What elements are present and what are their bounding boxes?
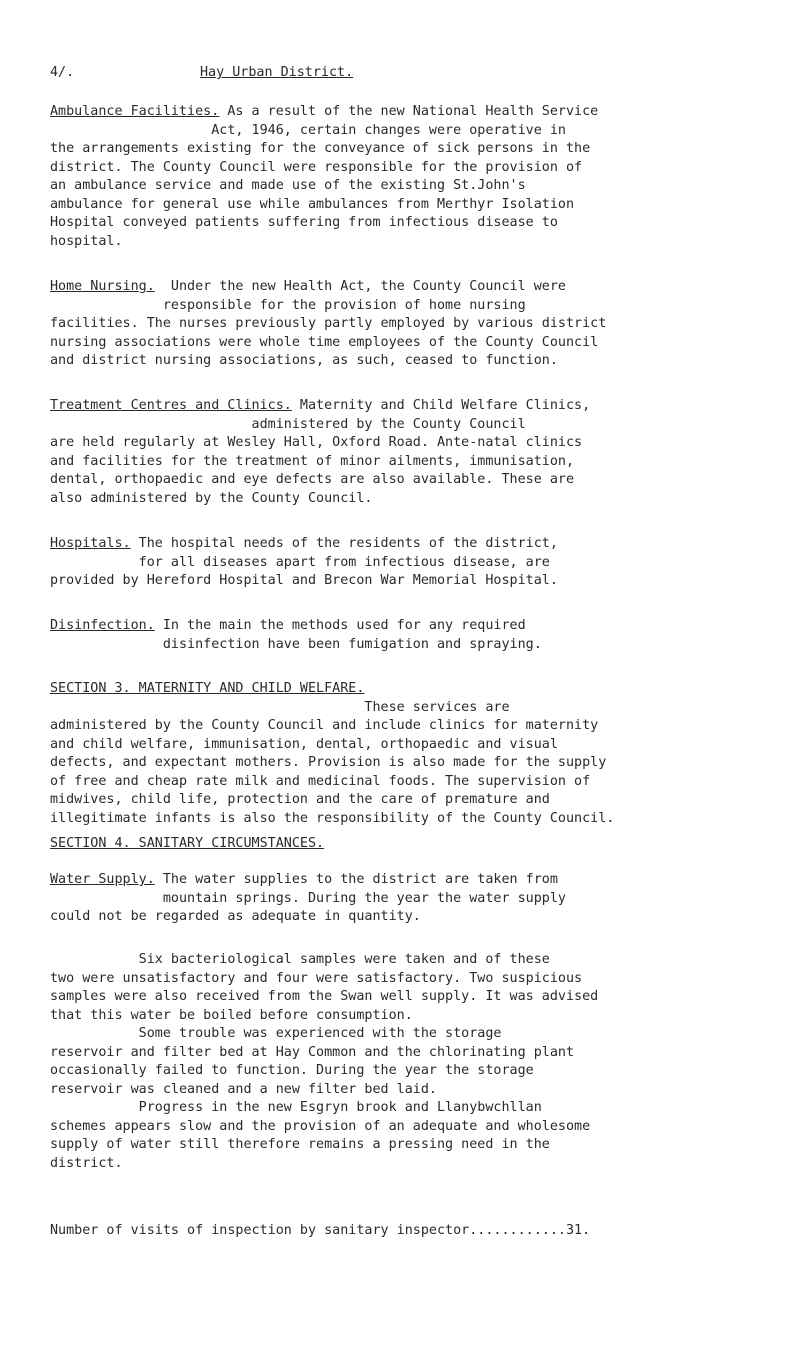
paragraph-line: schemes appears slow and the provision of an adequate and wholesome — [50, 1118, 591, 1134]
home-nursing-heading: Home Nursing. — [50, 279, 155, 294]
paragraph-line: Some trouble was experienced with the storage — [50, 1026, 502, 1041]
water-supply-section — [50, 871, 795, 927]
paragraph-line: and facilities for the treatment of minor ailments, immunisation, — [50, 453, 575, 469]
paragraph-line: The hospital needs of the residents of the district, — [130, 536, 558, 551]
water-storage-paragraph — [50, 1025, 795, 1099]
section-4-heading: SECTION 4. SANITARY CIRCUMSTANCES. — [50, 836, 325, 851]
paragraph-line: facilities. The nurses previously partly employed by various district — [50, 316, 607, 331]
paragraph-line: samples were also received from the Swan well supply. It was advised — [50, 989, 599, 1004]
section-4 — [50, 835, 795, 854]
paragraph-line: hospital. — [50, 233, 123, 249]
paragraph-line: also administered by the County Council. — [50, 490, 373, 506]
paragraph-line: district. — [50, 1155, 123, 1171]
paragraph-line: district. The County Council were responsible for the provision of — [50, 159, 583, 175]
paragraph-line: an ambulance service and made use of the existing St.John's — [50, 178, 526, 193]
hospitals-section — [50, 535, 795, 591]
paragraph-line: are held regularly at Wesley Hall, Oxford Road. Ante-natal clinics — [50, 435, 583, 450]
page-header — [50, 64, 790, 84]
ambulance-section — [50, 103, 795, 251]
paragraph-line: administered by the County Council — [50, 416, 526, 432]
paragraph-line: disinfection have been fumigation and spraying. — [50, 636, 542, 652]
paragraph-line: administered by the County Council and include clinics for maternity — [50, 718, 599, 733]
disinfection-section — [50, 617, 795, 654]
water-supply-heading: Water Supply. — [50, 872, 155, 887]
paragraph-line: occasionally failed to function. During the year the storage — [50, 1063, 534, 1078]
paragraph-line: for all diseases apart from infectious disease, are — [50, 554, 550, 570]
inspection-visits-line — [50, 1222, 590, 1241]
home-nursing-section — [50, 278, 795, 371]
ambulance-heading: Ambulance Facilities. — [50, 104, 220, 119]
paragraph-line: midwives, child life, protection and the care of premature and — [50, 792, 550, 807]
paragraph-line: could not be regarded as adequate in quantity. — [50, 909, 421, 924]
paragraph-line: mountain springs. During the year the water supply — [50, 890, 566, 906]
paragraph-line: reservoir was cleaned and a new filter bed laid. — [50, 1081, 437, 1097]
paragraph-line: of free and cheap rate milk and medicinal foods. The supervision of — [50, 773, 591, 789]
inspection-visits-label: Number of visits of inspection by sanitary inspector — [50, 1223, 470, 1238]
paragraph-line: Maternity and Child Welfare Clinics, — [291, 398, 591, 413]
dot-leader: ............ — [469, 1223, 566, 1238]
paragraph-line: nursing associations were whole time employees of the County Council — [50, 334, 599, 350]
paragraph-line: and child welfare, immunisation, dental, orthopaedic and visual — [50, 736, 558, 752]
water-progress-paragraph — [50, 1099, 795, 1173]
paragraph-line: supply of water still therefore remains a pressing need in the — [50, 1137, 550, 1152]
paragraph-line: the arrangements existing for the conveyance of sick persons in the — [50, 141, 591, 156]
paragraph-line: Six bacteriological samples were taken and of these — [50, 952, 550, 967]
paragraph-line: illegitimate infants is also the responsibility of the County Council. — [50, 810, 615, 826]
paragraph-line: defects, and expectant mothers. Provision is also made for the supply — [50, 755, 607, 770]
paragraph-line: These services are — [50, 699, 510, 715]
paragraph-line: As a result of the new National Health Service — [219, 104, 599, 119]
paragraph-line: two were unsatisfactory and four were satisfactory. Two suspicious — [50, 970, 583, 986]
inspection-visits-value: 31. — [565, 1223, 591, 1238]
hospitals-heading: Hospitals. — [50, 536, 131, 551]
paragraph-line: responsible for the provision of home nursing — [50, 297, 526, 313]
paragraph-line: Under the new Health Act, the County Council were — [154, 279, 566, 294]
treatment-heading: Treatment Centres and Clinics. — [50, 398, 292, 413]
disinfection-heading: Disinfection. — [50, 618, 155, 633]
treatment-section — [50, 397, 795, 508]
paragraph-line: In the main the methods used for any required — [154, 618, 526, 633]
paragraph-line: Progress in the new Esgryn brook and Llanybwchllan — [50, 1100, 542, 1115]
page-number: 4/. — [50, 65, 75, 80]
paragraph-line: Act, 1946, certain changes were operative in — [50, 122, 566, 138]
paragraph-line: reservoir and filter bed at Hay Common and the chlorinating plant — [50, 1044, 575, 1060]
paragraph-line: and district nursing associations, as such, ceased to function. — [50, 353, 558, 368]
paragraph-line: that this water be boiled before consumption. — [50, 1007, 413, 1023]
section-3-heading: SECTION 3. MATERNITY AND CHILD WELFARE. — [50, 681, 365, 696]
paragraph-line: dental, orthopaedic and eye defects are also available. These are — [50, 472, 575, 487]
paragraph-line: ambulance for general use while ambulances from Merthyr Isolation — [50, 196, 575, 212]
page-title: Hay Urban District. — [200, 65, 354, 80]
paragraph-line: The water supplies to the district are taken from — [154, 872, 558, 887]
paragraph-line: Hospital conveyed patients suffering from infectious disease to — [50, 215, 558, 230]
water-samples-paragraph — [50, 951, 795, 1025]
paragraph-line: provided by Hereford Hospital and Brecon War Memorial Hospital. — [50, 573, 558, 588]
section-3 — [50, 680, 795, 828]
